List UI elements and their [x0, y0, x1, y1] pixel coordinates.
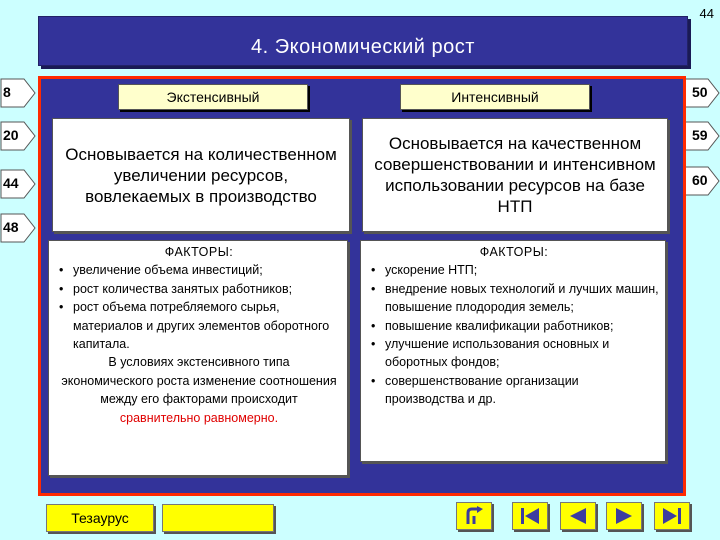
- list-item: • рост количества занятых работников;: [57, 280, 341, 298]
- list-item: • рост объема потребляемого сырья, материалов и других элементов оборотного капитала.: [57, 298, 341, 353]
- link-tab-50[interactable]: 50: [684, 78, 720, 108]
- extensive-note: В условиях экстенсивного типа экономического роста изменение соотношения между его факторами происходит: [61, 355, 337, 407]
- title-bar: [38, 16, 688, 66]
- last-slide-button[interactable]: [654, 502, 690, 530]
- intensive-basis-text: Основывается на качественном совершенствовании и интенсивном использовании ресурсов на базе НТП: [374, 134, 656, 216]
- extensive-basis: [52, 118, 350, 232]
- return-icon: [463, 506, 485, 526]
- extensive-factors-title: ФАКТОРЫ:: [164, 245, 234, 259]
- extensive-note-highlight: сравнительно равномерно.: [119, 410, 279, 425]
- previous-slide-button[interactable]: [560, 502, 596, 530]
- extensive-basis-text: Основывается на количественном увеличении ресурсов, вовлекаемых в производство: [65, 144, 337, 206]
- intensive-basis: [362, 118, 668, 232]
- link-tab-20[interactable]: 20: [0, 121, 36, 151]
- slide-title: 4. Экономический рост: [251, 36, 475, 58]
- intensive-header: Интенсивный: [400, 84, 590, 110]
- link-tab-60[interactable]: 60: [684, 166, 720, 196]
- list-item: • повышение квалификации работников;: [369, 317, 659, 335]
- intensive-factors-title: ФАКТОРЫ:: [479, 245, 549, 259]
- next-slide-button[interactable]: [606, 502, 642, 530]
- list-item: • ускорение НТП;: [369, 261, 659, 279]
- extensive-factor-list: [57, 261, 341, 353]
- page-number: 44: [699, 6, 714, 21]
- link-tab-48[interactable]: 48: [0, 213, 36, 243]
- first-slide-icon: [519, 506, 541, 526]
- next-slide-icon: [613, 506, 635, 526]
- previous-slide-icon: [567, 506, 589, 526]
- last-slide-icon: [661, 506, 683, 526]
- link-tab-8[interactable]: 8: [0, 78, 36, 108]
- list-item: • увеличение объема инвестиций;: [57, 261, 341, 279]
- thesaurus-button[interactable]: Тезаурус: [46, 504, 154, 532]
- intensive-factor-list: [369, 261, 659, 408]
- extensive-factors: [48, 240, 348, 476]
- first-slide-button[interactable]: [512, 502, 548, 530]
- blank-button[interactable]: [162, 504, 274, 532]
- intensive-factors: [360, 240, 666, 462]
- return-button[interactable]: [456, 502, 492, 530]
- list-item: • совершенствование организации производства и др.: [369, 372, 659, 409]
- extensive-header: Экстенсивный: [118, 84, 308, 110]
- link-tab-59[interactable]: 59: [684, 121, 720, 151]
- link-tab-44[interactable]: 44: [0, 169, 36, 199]
- list-item: • внедрение новых технологий и лучших машин, повышение плодородия земель;: [369, 280, 659, 317]
- list-item: • улучшение использования основных и оборотных фондов;: [369, 335, 659, 372]
